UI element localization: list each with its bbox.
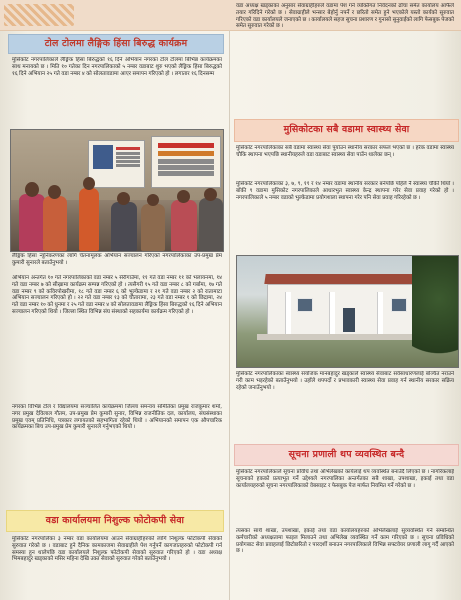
information-system-paragraph-2: त्यसका साथै शाखा, उपशाखा, इकाई तथा वडा कार्यालयहरुको अभिलेखलाई सुव्यवस्थित गर्न सम्बन्धित कर्मचारीको अध्यक्षतामा फाइल मिलाउने तथा अभिलेख व्यवस्थित गर्ने काम गरिएको छ । सूचना प्रविधिको प्रयोगबाट सेवा प्रवाहलाई छिटोछरितो र पारदर्शी बनाउन नगरपालिकाले विभिन्न सफ्टवेयर प्रणाली लागू गर्दै आएको छ ।: [236, 528, 454, 555]
gender-violence-paragraph-2: लैङ्गिक हिंसा न्यूनिकरणका लागि चेतनामूलक अभियान सञ्चालन गरिएको नगरपालिकाका उप-प्रमुख प्रेम कुमारी सुनारले बताउँनुभयो ।: [12, 253, 222, 266]
health-service-paragraph-3: मुसिकोट नगरपालिकाका स्वास्थ्य संयोजक मानबहादुर खड्काले स्वास्थ्य सेवाबाट सर्वसाधारणलाई बञ्चित नराउने गरी काम भइरहेको बताउँनुभयो । उहाँले थपपर्दो र प्रभावकारी स्वास्थ्य सेवा प्रवाह गर्न स्थानीय सरकार सक्रिय रहेको जनाउँनुभयो ।: [236, 371, 454, 391]
section-heading-gender-violence: टोल टोलमा लैङ्गिक हिंसा बिरुद्ध कार्यक्रम: [8, 34, 224, 54]
gender-violence-paragraph-4: नगरका विभिन्न टोल र विद्यालयमा सञ्चालित कार्यक्रममा जिल्ला समन्वय समितिका प्रमुख राजकुमार शर्मा, नगर प्रमुख देविलाल गौतम, उप-प्रमुख प्रेम कुमारी सुनार, विभिन्न राजनीतिक दल, कार्यालय, संघसंस्थाका प्रमुख एवम् प्रतिनिधि, पत्रकार लगायतको सहभागिता रहेको थियो । अभियानको समापन एक औपचारिक कार्यक्रमका बिच उप-प्रमुख प्रेम कुमारी सुनारले गर्नुभएको थियो ।: [12, 404, 222, 431]
section-heading-information-system: सूचना प्रणाली थप व्यवस्थित बन्दै: [234, 444, 459, 466]
campaign-banner: [151, 136, 221, 188]
health-post-building-photo: [236, 255, 459, 368]
column-divider: [229, 30, 230, 600]
awareness-meeting-photo: [10, 129, 224, 252]
health-service-paragraph-2: मुसिकोट नगरपालिकाका ३, ७, ९, ११ र १४ नम्बर वडामा स्थानीय सरकार बनेपछि पहिले नै स्वास्थ्य चौकी थियो । बाँकी ९ वडामा मुसिकोट नगरपालिकाले आधारभुत स्वास्थ्य केन्द्र स्थापना गरेर सेवा प्रवाह गरेको हो । नगरपालिकाले ५ नम्बर वडाको भुल्केडामा प्रयोगशाला स्थापना गरेर पनि सेवा प्रवाह गरिरहेको छ ।: [236, 181, 454, 201]
section-heading-health-service: मुसिकोटका सबै वडामा स्वास्थ्य सेवा: [234, 119, 459, 142]
free-photocopy-paragraph: मुसिकोट नगरपालिका ३ नम्बर वडा कार्यालयमा आउने सेवाग्राहीहरुको लागि निशुल्क फोटोकपी सेवाको सुरुवात गरेको छ । वडाबाट हुने दैनिक कामकाजमा सेवाग्राहीले पेश गर्नुपर्ने कागजातहरुको फोटोकपी गर्न समस्या हुन थालेपछि वडा कार्यालयले निशुल्क फोटोकपी सेवाको सुरुवात गरिएको हो । वडा अध्यक्ष भिमबहादुर खड्काको मसिर महिना देखि उक्त सेवाको सुरुवात गरेको बताउँनुभयो ।: [12, 536, 222, 563]
gender-violence-paragraph-3: अभियान अन्तर्गत १० गते नगरपालिकाको वडा नम्बर ५ सेरीगाउँमा, ११ गते वडा नम्बर ११ को भलायनमा, १४ गते वडा नम्बर ७ को सीख्रामा कार्यक्रम सम्पन्न गरिएको हो । त्यसैगरी १५ गते वडा नम्बर ८ को गर्बामा, १७ गते वडा नम्बर ९ को कविरपोखरीमा, १८ गते वडा नम्बर ६ को भुल्केडामा र २१ गते वडा नम्बर २ को रातामाटा अभियान सञ्चालन गरिएको हो । २२ गते वडा नम्बर १३ को चौतारामा, २३ गते वडा नम्बर १ को छिद्रामा, २४ गते वडा नम्बर १० को धुनमा र २५ गते वडा नम्बर ४ को सोलतावडामा लैङ्गिक हिंसा बिरुद्धको १६ दिने अभियान सञ्चालन गरिएको थियो । जिल्ला स्थित विभिन्न संघ संस्थाको सहकार्यमा कार्यक्रम गरिएको हो ।: [12, 275, 222, 315]
section-heading-free-photocopy: वडा कार्यालयमा निशुल्क फोटोकपी सेवा: [6, 510, 224, 532]
information-system-paragraph-1: मुसिकोट नगरपालिकाले सूचना प्रविधि तथा अभिलेखको कार्यलाई थप व्यवस्थित बनाउँदै लिएको छ । नागरिकलाई सूचनाको हकको प्रत्याभूत गर्ने उद्देश्यले नगरपालिका अन्तर्गतका सबै शाखा, उपशाखा, इकाई तथा वडा कार्यालयहरुको सूचना नगरपालिकाको वेबसाइट र फेसबुक पेज मार्फत नियमित गर्ने गरेको छ ।: [236, 469, 454, 489]
wall-poster: [88, 140, 145, 188]
photocopy-continuation-paragraph: वडा अध्यक्ष खड्काका अनुसार सेवाग्राहीहरुले वडामा पेश गर्ने व्यक्तिगत निवेदनको ढाँचा समेत कार्यालय आफैले तयार गरिदिने गरेको छ । सेवाग्राहीले भन्सार बेहोर्नु नपर्ने र छरितो समेत हुने भएकोले यस्तो कार्यको सुरुवात गरिएको वडा कार्यालयले जनाएको छ । कार्यालयले सहज सुचना प्रशारण र गुनासो सुनुवाईको लागि फेसबुक पेजको समेत सुरुवात गरेको छ ।: [236, 3, 454, 30]
health-service-paragraph-1: मुसिकोट नगरपालिकाका सबै वडामा स्वास्थ्य सेवा पुर्याउन स्थानीय सरकार सफल भएको छ । हरेक वडामा स्वास्थ्य चौकि स्थापना भएपछि स्थानीयहरुले वडा वडाबाट स्वास्थ्य सेवा पाउँन थालेका छन् ।: [236, 145, 454, 158]
gender-violence-intro-paragraph: मुसिकोट नगरपालिकाले लैङ्गिक हिंसा बिरुद्धको १६ दिने अभियान नगरका टोल टोलमा बिभिन्न कार्यक्रमका साथ मनायको छ । मिति १० गतेका दिन नगरपालिकाको ५ नम्बर वडाबाट शुरु भएको लैङ्गिक हिंसा बिरुद्धको १६ दिने अभियान २५ गते वडा नम्बर ४ को सोलतावडामा आएर समापन गरिएको हो । लगातार १६ दिनसम्म: [12, 57, 222, 77]
